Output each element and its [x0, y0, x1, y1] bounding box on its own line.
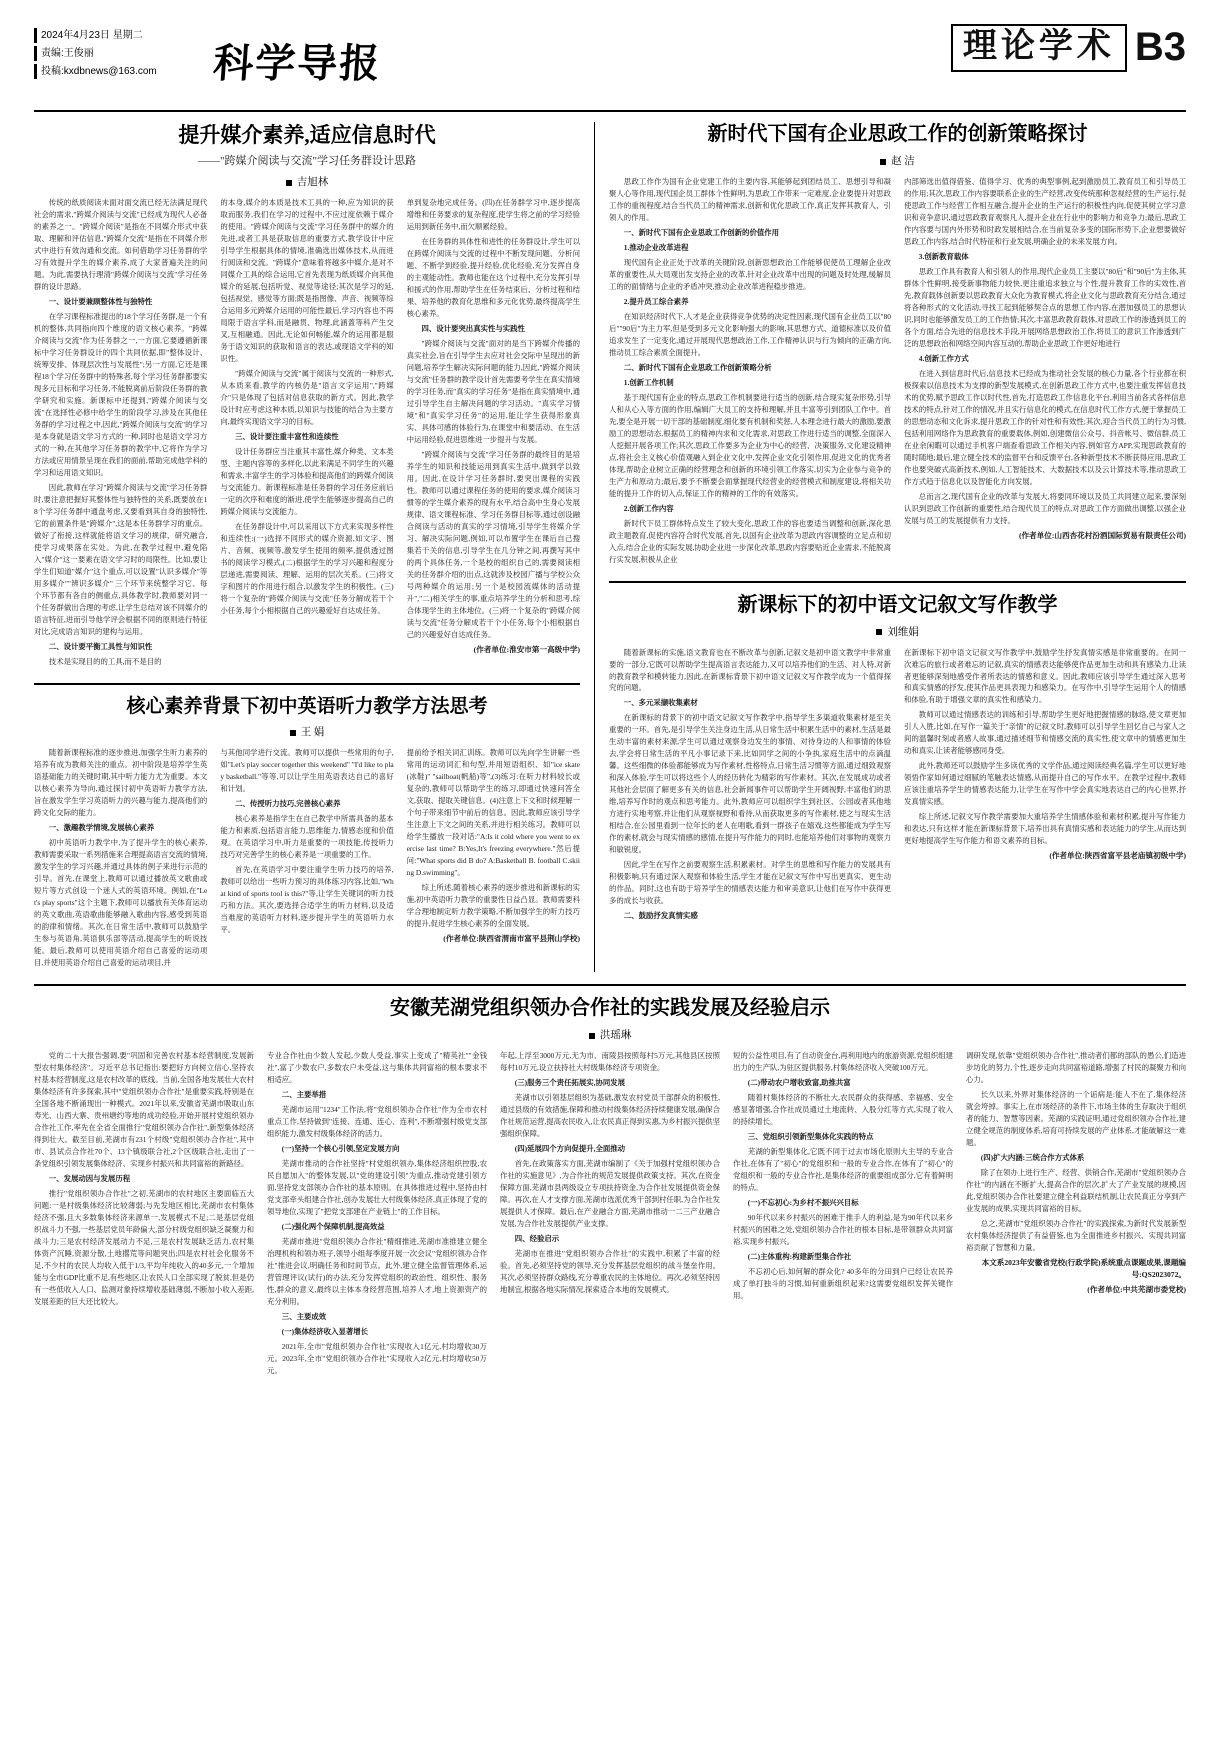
paragraph: 专业合作社由少数人发起,少数人受益,事实上变成了"精英社""金钱社",富了少数农户,多数农户未受益,这与集体共同富裕的根本要求不相适应。 — [267, 1051, 487, 1085]
masthead — [34, 18, 1186, 112]
paragraph: 因此,学生在写作之前要观察生活,积累素材。对学生的思维和写作能力的发展具有积极影响,只有通过深入观察和体验生活,学生才能在记叙文写作中写出更真实、更生动的作品。同时,这也有助于培养学生的情感表达能力和审美意识,让他们在写作中获得更多的成长与收获。 — [609, 860, 891, 906]
section-heading: (一)坚持一个核心引领,坚定发展方向 — [281, 1144, 400, 1154]
byline-marker-icon — [876, 629, 882, 635]
section-heading: 一、发展动因与发展历程 — [48, 1173, 131, 1183]
section-heading: 1.推动企业改革进程 — [623, 242, 689, 252]
paragraph: 提前给予相关词汇训练。教师可以先向学生讲解一些常用的运动词汇和句型,并用短语组织、如"ice skate (冰鞋)" "sailboat(帆船)等",(3)练习:在听力材料较长或复杂的,教师可以帮助学生的练习,即通过快速问答全文,获取、提取关键信息。(4)注意上下文和时候理解一个句子带来细节中前后的信息。因此,教师应该引导学生注意上下文之间的关系,并进行相关练习。教师可以给学生播放一段对话:"A:Is it cold where you went to exercise last time? B:Yes,It's freezing everywhere."然后提问:"What sports did B do? A:Basketball B. football C.skiing D.swimming"。 — [406, 748, 580, 878]
article1-col-1 — [34, 197, 207, 670]
paragraph: 综上所述,随着核心素养的逐步推进和新课标的实施,初中英语听力教学的重要性日益凸显。教师需要科学合理地制定听力教学策略,不断加强学生的听力技巧的提升,促进学生核心素养的全面发展。 — [406, 883, 580, 929]
paragraph: 现代国有企业正处于改革的关键阶段,创新思想政治工作能够促使员工理解企业改革的重要性,从大局观出发支持企业的改革,针对企业改革中出现的问题及时处理,缓解员工的的面情绪与企业的矛盾冲突,推动企业改革进程稳步推进。 — [609, 257, 891, 291]
paragraph: 芜湖的新型集体化,它既不同于过去市场化原则大主导的专业合作社,在体有了"初心"的党组织和一般的专业合作,在体有了"初心"的党组织和一般的专业合作社,是集体经济的重要组成部分,它有着鲜明的特点。 — [733, 1147, 953, 1192]
paragraph: 技术是实现目的的工具,而不是目的 — [48, 656, 162, 666]
article3-columns — [609, 176, 1186, 569]
article1-headline: 提升媒介素养,适应信息时代 — [178, 123, 436, 147]
newspaper-page — [0, 18, 1220, 1743]
paragraph: 基于现代国有企业的特点,思政工作机制要进行适当的创新,结合现实复杂形势,引导人和从心入等方面的作用,编辑广大员工的支持和理解,并且丰富等引到团队工作中。首先,要全是开展一切干部的基础制度,细化要有机制和奖惩,人本理念进行最大的激励,要激励工的思想动态,根据员工的精神内求和文化需求,对思政工作进行适当的调整,全面深入人挖掘开展各项工作;其次,思政工作要多为企业为中心的经营、决策服务,文化建设精神点,将社会主义核心价值观融入到企业文化中,发挥企业文化引领作用,促进文化的优秀者体现,帮助企业树立正确的经营理念和创新的环境引领工作落实,切实为企业参与竞争的生产力和原动力;最后,要予不断要会面掌握现代经营业的经营模式和制度建设,将相关功能的提升工作的切入点,保证工作的精神的工作的有效落实。 — [609, 392, 891, 498]
paragraph: 与其他同学进行交流。教师可以提供一些常用的句子,如"Let's play soccer together this weekend" "I'd like to play basketball."等等,可以让学生用英语表达自己的喜好和计划。 — [220, 748, 394, 794]
article3-col-2 — [904, 176, 1186, 569]
paragraph: 思政工作作为国有企业党建工作的主要内容,其能够起到团结员工、思想引导和凝聚人心等作用,现代国企员工群体个性鲜明,为思政工作带来一定难度,企业要提升对思政工作的重视程度,结合当代员工的精神需求,创新和优化思政工作,真正发挥其教育人、引领人的作用。 — [609, 177, 891, 222]
divider — [609, 581, 1186, 583]
paragraph: 除了在领办上进行生产、经营、供销合作,芜湖市"党组织领办合作社"的内涵在不断扩大,提高合作的层次,扩大了产业发展的规模,因此,党组织领办合作社要建立健全利益联结机制,让农民真正分享到产业发展的成果,实现共同富裕的目标。 — [966, 1167, 1186, 1213]
article5-col-3 — [500, 1050, 720, 1380]
article5-credit: (作者单位:中共芜湖市委党校) — [1087, 1285, 1186, 1295]
paragraph: 总之,芜湖市"党组织领办合作社"的实践探索,为新时代发展新型农村集体经济提供了有益借鉴,也为全面推进乡村振兴、实现共同富裕贡献了智慧和力量。 — [966, 1218, 1186, 1252]
paragraph: 在进入到信息时代后,信息技术已经成为推动社会发展的核心力量,各个行业都在积极探索以信息技术为支撑的新型发展模式,在创新思政工作方式中,也要注重发挥信息技术的优势,赋予思政工作以时代性,首先,打造思政工作信息化平台,利用当前各式各样信息技术的特点,针对工作的情况,并且实行信息化的模式,在信息时代工作方式,便于掌握员工的思想动态和文化诉求,提升思政工作的针对性和有效性;其次,迎合当代员工的行为习惯,包括利用网络作为思政教育的重要载体,例如,创建微信公众号、抖音帐号、微信群,员工在业余闲暇可以通过手机客户端查看思政工作相关内容,例如官方APP,实现思政教育的随时随地;最后,建立健全技术的监督平台和反馈平台,各种新型技术不断获得应用,思政工作也要突破式高新技术,例如,人工智能技术、大数据技术以及云计算技术等,推动思政工作方式趋于信息化以及智能化方向发展。 — [904, 368, 1186, 486]
paragraph: 随着新课程标准的逐步推进,加强学生听力素养的培养有成为教师关注的重点。初中阶段是培养学生英语基础能力的关键时期,其中听力能力尤为重要。本文以核心素养为导向,通过探讨初中英语听力教学方法,旨在激发学生学习英语听力的兴趣与能力,提高他们的跨文化交际的能力。 — [34, 748, 208, 818]
section-heading: (二)主体重构:构建新型集合作社 — [747, 1251, 852, 1261]
section-heading: 四、经验启示 — [514, 1233, 560, 1243]
article2-author: 王 娟 — [300, 727, 325, 739]
paragraph: 的本身,媒介的本质是技术工具的一种,应为知识的获取而服务,我们在学习的过程中,不应过度依赖于媒介的使用。"跨媒介阅读与交流"学习任务群中的媒介的先进,或者工具是获取信息的重要方式,教学设计中应引导学生根据具体的情境,准确选出媒体技术,从而进行阅读和交流。"跨媒介"意味着将越多中媒介,是对不同媒介工具的综合运用,它首先表现为纸质媒介向其他媒介的延展,包括听觉、视觉等途径;其次是学习的延,包括视觉、感觉等方面;既是指图像、声音、视频等综合运用多元跨媒介运用的可能性最后,学习内容也不再局限于语言学科,而是融贯、物理,此涵蓋等科产生交叉,互相融通。因此,无论如何畅能,媒介的运用都是服务于语文知识的获取和语言的表达,或现语文学科的知识性。 — [220, 198, 394, 364]
divider-bottom — [34, 984, 1186, 986]
section-heading: 二、设计要平衡工具性与知识性 — [48, 641, 153, 651]
section-heading: 一、设计要兼顾整体性与独特性 — [48, 297, 153, 307]
article1-author: 吉旭林 — [296, 177, 329, 189]
article4-author: 刘维娟 — [887, 626, 919, 638]
masthead-section — [951, 24, 1186, 72]
article1-col-2 — [220, 197, 393, 670]
section-heading: 二、主要举措 — [281, 1090, 327, 1100]
paper-name: 科学导报 — [211, 41, 383, 86]
section-heading: 二、传授听力技巧,完善核心素养 — [235, 799, 341, 809]
byline-marker-icon — [290, 730, 296, 736]
paragraph: 思政工作具有教育人和引领人的作用,现代企业员工主要以"80后"和"90后"为主体,其群体个性鲜明,接受新事物能力较快,更注重追求独立与个性,提升教育工作的实效性,首先,教育载体创新要以思政教育大众化为教育模式,将企业文化与思政教育充分结合,通过将各种形式的文化活动,寻找工起到能够契合点的思想工作内容,在潜加强员工的思想认识,同时也能够激发员工的工作热情;其次,丰富思政教育载体,对思政工作的渗透到员工的各个方面,结合先进的信息技术手段,开展网络思想政治工作,将员工的意识工作渗透到广泛的思想政治和网络空间内容互动的,帮助企业思政工作更好地进行 — [904, 266, 1186, 348]
article1-credit: (作者单位:淮安市第一高级中学) — [473, 644, 580, 654]
paragraph: 新时代下员工群体特点发生了较大变化,思政工作的容也要适当调整和创新,深化思政主题教育,促使内容符合时代发展,首先,以国有企业改革为思政内容调整的立足点和切入点,结合企业的实际发展,协助企业进一步深化改革,思政内容要贴近企业需求,不能脱离行实发展,积极从企业 — [609, 518, 891, 564]
paragraph: 2021年,全市"党组织领办合作社"实现收入1亿元,村均增收30万元。2023年,全市"党组织领办合作社"实现收入2亿元,村均增收50万元。 — [267, 1341, 487, 1375]
section-heading: 一、新时代下国有企业思政工作创新的价值作用 — [623, 227, 780, 237]
byline-marker-icon — [880, 159, 886, 165]
article1-col-3 — [407, 197, 580, 670]
article3-headline: 新时代下国有企业思政工作的创新策略探讨 — [707, 123, 1088, 145]
masthead-meta — [34, 18, 204, 82]
paragraph: 芜湖市推进"党组织领办合作社"精细推进,芜湖市准推建立健全治理机构和领办班子,领导小组每季度开展一次会议"党组织领办合作社"推进会议,明确任务和时间节点。此外,建立健全监督管理体系,运营管理评议(试行)的办法,充分发挥党组织的政治性、组织性、服务性,群众的意义,最终以主体本身经营范围,培养人才,地上资源资产的充分利用。 — [267, 1236, 487, 1306]
page-number: B3 — [1134, 25, 1186, 69]
byline-marker-icon — [589, 1033, 595, 1039]
section-heading: 三、主要成效 — [281, 1311, 327, 1321]
section-heading: (四)扩大内涵:三统合作方式体系 — [980, 1153, 1085, 1162]
article5-headline: 安徽芜湖党组织领办合作社的实践发展及经验启示 — [390, 997, 830, 1020]
page-body — [34, 122, 1186, 1380]
masthead-editor: 责编:王俊丽 — [34, 46, 204, 61]
article1-columns — [34, 197, 580, 670]
paragraph: 在新课标下初中语文记叙文写作教学中,鼓励学生抒发真情实感是非常重要的。在同一次难忘的旅行或者难忘的记叙,真实的情感表达能够使作品更加生动和具有感染力,让读者更能够深刻地感受作者所表达的情感和意义。因此,教师应该引导学生通过深入思考和真实情感的抒发,使其作品更具表现力和感染力。在写作中,引导学生运用个人的情感和体验,有助于增强文章的真实性和感染力。 — [904, 647, 1186, 705]
paragraph: "跨媒介阅读与交流"属于阅读与交流的一种形式,从本质来看,教学的内核仍是"语言文字运用","跨媒介"只是体现了包括对信息获取的新方式。因此,教学设计时应考虑这种本质,以知识与技能的结合为主要方向,最终实现语文学习的目标。 — [220, 369, 394, 426]
article4-col-1 — [609, 647, 891, 926]
article-english-listening — [34, 695, 580, 972]
paragraph: 调研发现,依靠"党组织领办合作社",推动者们都的部队的愚公,们造进步坊化的努力,个性,逐步走向共同富裕道路,增强了村民的凝聚力和向心力。 — [966, 1051, 1186, 1085]
top-region — [34, 122, 1186, 972]
paragraph: 推行"党组织领办合作社"之初,芜湖市的农村地区主要面临五大问题:一是村级集体经济比较薄弱;与先发地区相比,芜湖市农村集体经济不强,且大多数集体经济来源单一,发展模式不足;二是基层党组织战斗力不强,一些基层党员年龄偏大,部分村级党组织缺乏凝聚力和战斗力;三是农村经济发展动力不足,三是农村发展缺乏活力,农村集体资产沉睡,资源分散,土地撂荒等问题突出;四是农村社会化服务不足,不少村的农民人均收入低于1/3,平均年纯收入的40多元,一个增加能与全市GDP比重不足,有些地区,让农民人口全部实现了脱贫,但是仍有一些低收入人口、监测对象持续增收基础薄弱,不断加小收入差距,发展差距的巨大还比较大。 — [34, 1188, 254, 1306]
section-heading: (四)延展四个方向促提升,全面推动 — [514, 1144, 626, 1154]
section-heading: 2.提升员工综合素养 — [623, 296, 689, 306]
article3-col-1 — [609, 176, 891, 569]
paragraph: 在任务群设计中,可以采用以下方式来实现多样性和连续性:(一)选择不同形式的媒介资源,如文字、图片、音频、视频等,激发学生使用的频率,提供透过图书的阅读学习模式,(二)根据学生的学习兴趣和程度分层递进,需要阅读、理解、运用的层次关系。(三)将文字和图片的作用进行组合,以激发学生的积极性。(三)将一个复杂的"跨媒介阅读与交流"任务分解成若干个小任务,每个小相根据自己的兴趣爱好自达成任务。 — [220, 521, 394, 615]
section-heading: 1.创新工作机制 — [623, 377, 674, 387]
article2-col-1 — [34, 747, 207, 972]
paragraph: 初中英语听力教学中,为了提升学生的核心素养,教师需要采取一系列措施来合理提高语言交流的情境,激发学生的学习兴趣,并通过具体的例子来进行示范的引导。首先,在课堂上,教师可以通过播放英文歌曲或短片等方式创设一个迷人式的英语环境。例如,在"Let's play sports"这个主题下,教师可以播放有关体育运动的英文歌曲,英语歌曲能够融入歌曲内容,感受到英语的韵律和情绪。其次,在日常生活中,教师可以鼓励学生参与英语角,英语俱乐部等活动,提高学生的听说技能。最后,教师可以使用英语介绍自己喜爱的运动项目,并使用英语介绍自己喜爱的运动项目,并 — [34, 838, 208, 968]
section-heading: 三、设计要注重丰富性和连续性 — [235, 431, 339, 441]
section-heading: 一、多元采撷收集素材 — [623, 698, 698, 708]
section-heading: (一)不忘初心:为乡村不振兴兴目标 — [747, 1197, 859, 1207]
byline-marker-icon — [286, 180, 292, 186]
article-soe-ideological-work — [609, 122, 1186, 569]
paragraph: 长久以来,外界对集体经济的一个诟病是:能人不在了,集体经济就会垮掉。事实上,在市场经济的条件下,市场主体的生存取决于组织者的能力、智慧等因素。芜湖的实践证明,通过党组织领办合作社,建立健全规范的制度体系,培育可持续发展的产业体系,才能破解这一难题。 — [966, 1090, 1186, 1148]
section-heading: 3.创新教育载体 — [918, 251, 969, 261]
paragraph: 在学习课程标准提出的18个学习任务群,是一个有机的整体,共同指向四个维度的语文核心素养。"跨媒介阅读与交流"作为任务群之一,一方面,它要遵循新课标中学习任务群设计的四个共同依据,即"整体设计、统筹安排、体现层次性与发展性";另一方面,它还是课程18个学习任务群中的特殊者,每个学习任务群都要实现多元目标和学习任务,不能脱离前后阶段任务群的教学研究和实施。新课标中还提到,"跨媒介阅读与交流"在选择性必修中给学生的阶段学习,涉及在其他任务群的学习过程之中,因此,"跨媒介阅读与交流"的学习是本身就是语文学习方式的一种,同时也是语文学习方式的一种,在其他学习任务群的教学中,它将作为学习方法或应用情景呈现在我们的面前,帮助完成他学科的学习和运用语文知识。 — [34, 312, 208, 477]
article4-headline: 新课标下的初中语文记叙文写作教学 — [737, 593, 1058, 616]
section-heading: (二)强化两个保障机制,提高效益 — [281, 1221, 385, 1231]
paragraph: 年起,上浮至3000万元,无为市、南陵县按照每村5万元,其他县区按照每村10万元,设立扶持社大村级集体经济专项资金。 — [500, 1051, 720, 1073]
article4-columns — [609, 647, 1186, 926]
article5-author: 洪瑶琳 — [599, 1030, 632, 1042]
article1-subhead: ——"跨媒介阅读与交流"学习任务群设计思路 — [198, 155, 416, 168]
article4-byline — [609, 624, 1186, 639]
article2-byline — [34, 724, 580, 739]
article5-col-2 — [267, 1050, 487, 1380]
paragraph: 90年代以来乡村振兴的困难于推手人的利益,是为90年代以来乡村振兴的困难之处,党组织领办合作社的根本目标,是带领群众共同富裕,实现乡村振兴。 — [733, 1212, 953, 1246]
article5-columns — [34, 1050, 1186, 1380]
paragraph: 芜湖市以引领基层组织为基础,激发农村党员干部群众的积极性,通过县级的有效措施,保障和推动村级集体经济持续健康发展,确保合作社规范运营,提高农民收入,让农民真正得到实惠,为乡村振兴提供坚强组织保障。 — [500, 1093, 720, 1139]
paragraph: 首先,在英语学习中要注重学生听力技巧的培养,教师可以给出一些听力预习的具体练习内容,比如,"What kind of sports tool is this?"等,让学生关键词的听力技巧和方法。其次,要选择合适学生的听力材料,以及适当难度的英语听力材料,逐步提升学生的英语听力水平。 — [220, 865, 394, 935]
paragraph: "跨媒介阅读与交流"面对的是当下跨媒介传播的真实社会,旨在引导学生去应对社会交际中呈现出的新问题,培养学生解决实际问题的能力,因此,"跨媒介阅读与交流"任务群的教学设计首先需要考学生在真实情境的学习任务,而"真实的学习任务"是指在真实情境中,通过引导学生自主解决问题的学习活动。"真实学习情境"和"真实学习任务"的运用,能让学生获得形象真实、具体可感的体验行为,在课堂中和要活动、在生活中运用经验,促进思维进一步提升与发展。 — [406, 339, 580, 444]
paragraph: 综上所述,记叙文写作教学需要加大重培养学生情感体验和素材积累,提升写作能力和表达,只有这样才能在新课标背景下,培养出具有真情实感和表达能力的学生,从而达到更好地提高学生写作能力和语文素养的目标。 — [904, 812, 1186, 846]
article2-col-2 — [220, 747, 393, 972]
masthead-email: 投稿:kxdbnews@163.com — [34, 64, 204, 79]
section-heading: (二)带动农户增收致富,助推共富 — [747, 1078, 851, 1088]
article-wuhu-cooperatives — [34, 996, 1186, 1380]
article5-col-4 — [733, 1050, 953, 1380]
article4-col-2 — [904, 647, 1186, 926]
masthead-date: 2024年4月23日 星期二 — [34, 28, 204, 43]
paragraph: 单到复杂地完成任务。(四)在任务群学习中,逐步提高增维和任务要求的复杂程度,使学生将之前的学习经验运用到新任务中,而欠顺累经验。 — [406, 198, 580, 232]
section-heading: 一、激趣教学情境,发展核心素养 — [48, 823, 155, 833]
paragraph: 设计任务群应当注重其丰富性,媒介种类、文本类型、主题内容等的多样化,以此来满足不同学生的兴趣和需求,丰富学生的学习体验和提高他们的跨媒介阅读与交流能力。新课程标准是任务群的学习任务应前后一定的次序和难度的渐进,使学生能够逐步提高自己的跨媒介阅读与交流能力。 — [220, 446, 394, 516]
section-heading: 二、鼓励抒发真情实感 — [623, 911, 698, 921]
section-heading: 2.创新工作内容 — [623, 503, 674, 513]
article4-credit: (作者单位:陕西省富平县老庙镇初级中学) — [1049, 851, 1186, 861]
section-heading: (一)集体经济收入显著增长 — [281, 1326, 369, 1336]
section-heading: 4.创新工作方式 — [918, 353, 969, 363]
section-title: 理论学术 — [951, 24, 1127, 72]
article2-col-3 — [407, 747, 580, 972]
section-heading: 三、党组织引领新型集体化实践的特点 — [747, 1132, 874, 1142]
paragraph: 内部筛选出值得借鉴、值得学习、优秀的典型事例,起到激励员工,教育员工和引导员工的作用;其次,思政工作内容要联系企业的生产经营,改变传统那种忽视经营的生产运行,促使思政工作与经营工作相互融合,提升企业的生产运行的积极性内向,促使其树立学习意识和竞争意识,通过思政教育观察凡人,提升企业在行业中的影响力和竞争力;最后,思政工作内容要与国内外形势和时政发展相结合,在当前复杂多变的国际形势下,企业想要做好思政工作内容,结合时代特征和行业发展,明确企业的未来发展方向。 — [904, 177, 1186, 246]
paragraph: 教师可以通过情感表达的训练和引导,帮助学生更好地把握情感的脉络,使文章更加引人入胜,比如,在写作一篇关于"亲情"的记叙文时,教师可以引导学生回忆自己与家人之间的温馨时刻或者感人故事,通过描述细节和情感交流的真实性,使文章中的情感更加生动和真实,让读者能够感同身受。 — [904, 710, 1186, 756]
divider — [34, 683, 580, 685]
paragraph: "跨媒介阅读与交流"学习任务群的最终目的是培养学生的知识和技能运用到真实生活中,做到学以致用。因此,在设计学习任务群时,要突出课程的实践性。教师可以通过课程任务的使用的要求,媒介阅读习惯等的学生媒介素养的现有水平,结合高中生身心发展规律、语文课程标准、学习任务群目标等,通过创设融合阅读与活动的真实的学习情境,引导学生将媒介学习、解决实际问题,例如,可以布置学生在课后自己搜集若干关的信息,引导学生在几分钟之间,再撰写其中的两个具体任务,一个是校的组织自己的,需要阅读相关的任务群介绍的出点,这就涉及校园广播与学校公众号两种媒介的运用;另一个是校园流媒体的活动提升","二)相关学生的事,重点培养学生的分析和思考,综合体现学生的主体地位。(三)将一个复杂的"跨媒介阅读与交流"任务分解成若干个小任务,每个小相根据自己的兴趣爱好自达成任务。 — [406, 449, 580, 639]
paragraph: 在新课标的背景下的初中语文记叙文写作教学中,指导学生多渠道收集素材是至关重要的一环。首先,是引导学生关注身边生活,从日常生活中积累生活中的素材,生活是最生动丰富的素材来源,学生可以通过观察身边发生的事情、对待身边的人和事情的体验去,学会将日常生活的平凡小事记录下来,比如同学之间的小争执,家庭生活中的点滴温馨。这些细微的体验都能够成为写作素材,性格特点,日常生活习惯等方面,通过细致观察和深入体验,学生可以将这些个人的经历转化为精彩的写作素材。其次,在发展成功或者其他社会层面了解更多有关的信息,社会新闻事件可以帮助学生开阔视野,丰富他们的思维,培养写作时的观点和思考能力。此外,教师应可以组织学生到社区、公园或者其他地方进行实地考察,并让他们从观察视野和看待,从而获取更多的写作素材,使之与现实生活相结合,在公园里看到一位年长的老人在唱歌,看到一群孩子在嬉戏,这些都能成为学生写作的素材,就会与现实情感的感情,在提升写作能力的同时,也能培养他们对事物的观察力和敏锐度。 — [609, 713, 891, 855]
right-region — [594, 122, 1186, 972]
left-region — [34, 122, 594, 972]
article3-credit: (作者单位:山西杏花村汾酒国际贸易有限责任公司) — [1018, 530, 1186, 540]
article5-col-5 — [966, 1050, 1186, 1380]
paragraph: 随着新课标的实施,语文教育也在不断改革与创新,记叙文是初中语文教学中非常重要的一部分,它既可以帮助学生提高语言表达能力,又可以培养他们的生活、对人特,对新的教育教学和模转能力,因此,在新课标背景下初中语文记叙文写作教学成为一个值得探究的问题。 — [609, 647, 891, 693]
paragraph: 在知识经济时代下,人才是企业获得竞争优势的决定性因素,现代国有企业员工以"80后""90后"为主力军,但是受到多元文化影响强大的影响,其思想方式、道德标准以及价值追求发生了一定变化,通过开展现代思想政治工作,工作精神认识与行为倾向的正确方向,推动员工综合素质全面提升。 — [609, 311, 891, 357]
article5-footnote: 本文系2023年安徽省党校(行政学院)系统重点课题成果,课题编号:QS2023072。 — [981, 1257, 1186, 1280]
article2-headline: 核心素养背景下初中英语听力教学方法思考 — [126, 695, 488, 717]
paragraph: 芜湖市在推进"党组织领办合作社"的实践中,积累了丰富的经验。首先,必须坚持党的领导,充分发挥基层党组织的战斗堡垒作用。其次,必须坚持群众路线,充分尊重农民的主体地位。再次,必须坚持因地制宜,根据各地实际情况,探索适合本地的发展模式。 — [500, 1248, 720, 1294]
article3-byline — [609, 153, 1186, 168]
section-heading: (三)服务三个责任拓展实,协同发展 — [514, 1078, 626, 1088]
paragraph: 短的公益性项目,有了自动资金台,再利用地内的旅游资源,党组织组建出力的生产队,为驻区提供服务,村集体经济收入突破100万元。 — [733, 1051, 953, 1073]
article1-byline — [34, 174, 580, 189]
paragraph: 传统的纸质阅读未面对面交流已经无法满足现代社会的需求,"跨媒介阅读与交流"已经成为现代人必备的素养之一。"跨媒介阅读"是指在不同媒介形式中获取、理解和评估信息,"跨媒介交流"是指在不同媒介形式中进行有效沟通和交流。如何借助学习任务群的学习有效提升学生的媒介素养,成了大家普遍关注的问题。为此,需要执行理清"跨媒介阅读与交流"学习任务群的设计思路。 — [34, 198, 208, 292]
paragraph: 核心素养是指学生在自己教学中所需具备的基本能力和素质,包括语言能力,思维能力,情感态度和价值观。在英语学习中,听力是重要的一项技能,传授听力技巧对完善学生的核心素养是一项重要的工作。 — [220, 814, 394, 860]
section-heading: 四、设计要突出真实性与实践性 — [421, 324, 525, 334]
paragraph: 因此,教师在学习"跨媒介阅读与交流"学习任务群时,要注意把握好其整体性与独特性的关系,既要放在18个学习任务群中通盘考虑,又要看到其自身的独特性,它的前置条件是"跨媒介",这是本任务群学习的重点。做好了衔接,这样就能将语文学习的规律、研究融合,使学习成果落在实处。为此,在教学过程中,避免陷入"媒介"这一要素在语文学习时的局限性。比如,要让学生们知道"媒介"这个重点,可以设置"认识多媒介"等用多媒介""辨识多媒介" 三个环节来统整学习它、每个环节都有各自的侧重点,具体教学时,教师要对同一个任务群做出合理的考虑,让学生总结对该不同媒介的语言特征,进而引导他学评会根据不同的原则进行特征对比,完成语言知识的建构与运用。 — [34, 482, 208, 636]
paragraph: 党的二十大报告强调,要"巩固和完善农村基本经营制度,发展新型农村集体经济"。习近平总书记指出:要把好方向树立信心,坚持农村基本经营制度,这是农村改革的底线。当前,全国各地发展壮大农村集体经济有许多探索,其中"党组织领办合作社"是重要实践,特别是在全国各地不断涌现出一种模式。2021年以来,安徽省芜湖市吸取山东寿光、山西大寨、贵州塘约等地的成功经验,开始开展村党组织领办合作社工作,率先在全省全面推行"党组织领办合作社",新型集体经济得到壮大。截至目前,芜湖市有231个村级"党组织领办合作社",其中市、县试点合作社70个、13个镇级联合社,2个区级联合社,走出了一条党组织引领发展集体经济、实现乡村振兴和共同富裕的新路径。 — [34, 1051, 254, 1168]
article5-byline — [34, 1027, 1186, 1042]
article-narrative-writing — [609, 593, 1186, 926]
article-media-literacy — [34, 122, 580, 671]
article2-columns — [34, 747, 580, 972]
article3-author: 赵 洁 — [891, 156, 915, 167]
paragraph: 芜湖市推动的合作社坚持"村党组织领办,集体经济组织控股,农民自愿加入"的整体发展,以"党的建设引领"为重点,推动党建引领方面,坚持党支部领办合作社的基本原则。在具体推进过程中,坚持由村党支部牵头组建合作社,创办发展壮大村级集体经济,真正体现了党的领导地位,实现了"把党支部建在产业链上"的工作目标。 — [267, 1159, 487, 1216]
paragraph: 首先,在政策落实方面,芜湖市编制了《关于加强村党组织领办合作社的实施意见》,为合作社的规范发展提供政策支持。其次,在资金保障方面,芜湖市县两级设立专项扶持资金,为合作社发展提供资金保障。再次,在人才支撑方面,芜湖市选派优秀干部到村任职,为合作社发展提供人才保障。最后,在产业融合方面,芜湖市推动一二三产业融合发展,为合作社发展提供产业支撑。 — [500, 1159, 720, 1228]
paragraph: 不忘初心后,如何解的群众化? 40多年的分田到户已经让农民养成了单打独斗的习惯,如何重新组织起来?这需要党组织发挥关键作用。 — [733, 1266, 953, 1300]
article2-credit: (作者单位:陕西省渭南市富平县荆山学校) — [443, 934, 580, 944]
paragraph: 此外,教师还可以鼓励学生多读优秀的文学作品,通过阅读经典名篇,学生可以更好地领悟作家如何通过细腻的笔触表达情感,从而提升自己的写作水平。在教学过程中,教师应该注重培养学生的情感表达能力,让学生在写作中学会真实地表达自己的内心世界,抒发真情实感。 — [904, 761, 1186, 807]
paragraph: 随着村集体经济的不断壮大,农民群众的获得感、幸福感、安全感显著增强,合作社成员通过土地流转、入股分红等方式,实现了收入的持续增长。 — [733, 1093, 953, 1127]
section-heading: 二、新时代下国有企业思政工作创新策略分析 — [623, 362, 772, 372]
paragraph: 总而言之,现代国有企业的改革与发展大,将要同环境以及员工共同建立起来,要深刻认识到思政工作创新的重要性,结合现代员工的特点,对思政工作方面做出调整,以强企业发展与员工的发展提供有力支持。 — [904, 491, 1186, 525]
paragraph: 在任务群的具体性和进性的任务群设计,学生可以在跨媒介阅读与交流的过程中不断发现问题、分析问题、不断学到经验,提升经验,优化经验,充分发挥自身的主观能动性。教师也能在这个过程中,充分发挥引导和援式的作用,帮助学生在任务结束后、分析过程和结果、培养他的教育化思维和多元化优势,最终提高学生核心素养。 — [406, 237, 580, 319]
article5-col-1 — [34, 1050, 254, 1380]
paragraph: 芜湖市运用"1234"工作法,将"党组织领办合作社"作为全市农村重点工作,坚持做到"连接、连通、连心、连利",不断增强村级党支部组织能力,激发村级集体经济的活力。 — [267, 1105, 487, 1139]
